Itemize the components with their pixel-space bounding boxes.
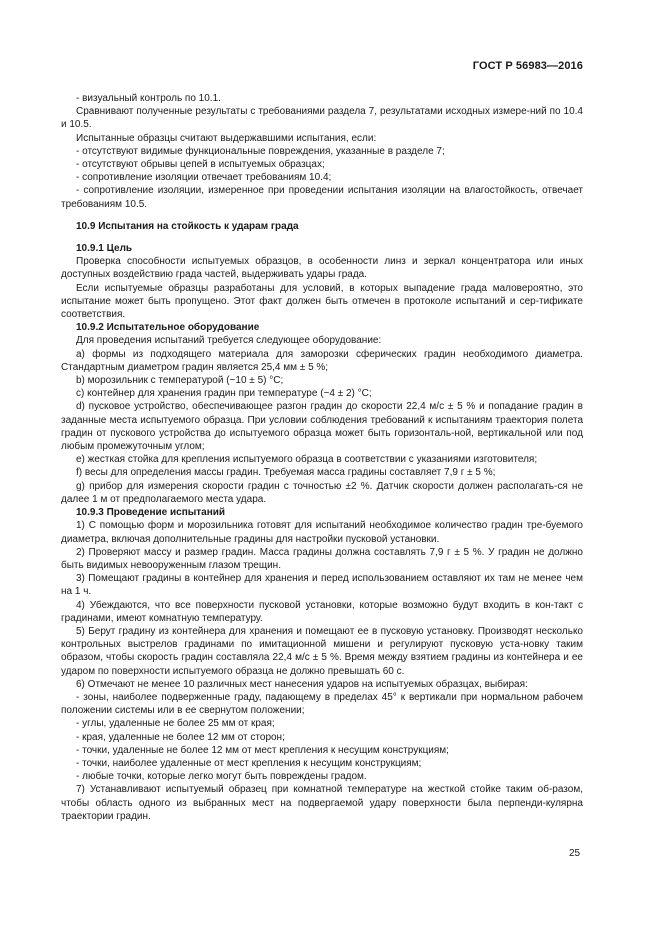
body-paragraph: 4) Убеждаются, что все поверхности пусковой установки, которые возможно будут входить в кон-такт с градинами, имеют комнатную температуру. xyxy=(61,599,583,624)
body-paragraph: 5) Берут градину из контейнера для хранения и помещают ее в пусковую установку. Производят несколько контрольных выстрелов градинами по имитационной мишени и регулируют пусковую уста-новку таким образом, чтобы скорость градин составляла 22,4 м/с ± 5 %. Время между взятием градины из контейнера и ее ударом по поверхности испытуемого образца не должно превышать 60 с. xyxy=(61,625,583,677)
list-item: - визуальный контроль по 10.1. xyxy=(76,93,221,104)
section-title: 10.9 Испытания на стойкость к ударам града xyxy=(76,220,299,232)
body-paragraph: Если испытуемые образцы разработаны для условий, в которых выпадение града маловероятно, это испытание может быть пропущено. Этот факт должен быть отмечен в протоколе испытаний и сер-тификате соответствия. xyxy=(61,282,583,321)
list-item: - углы, удаленные не более 25 мм от края; xyxy=(76,718,275,730)
list-item: - зоны, наиболее подверженные граду, падающему в пределах 45° к вертикали при нормальном рабочем положении системы или в ее свернутом положении; xyxy=(61,691,583,717)
list-item: e) жесткая стойка для крепления испытуемого образца в соответствии с указаниями изготовителя; xyxy=(76,454,538,466)
list-item: а) формы из подходящего материала для заморозки сферических градин необходимого диаметра. Стандартным диаметром градин является 25,4 мм ± 5 %; xyxy=(61,348,583,373)
list-item: f) весы для определения массы градин. Требуемая масса градины составляет 7,9 г ± 5 %; xyxy=(76,467,496,479)
subsection-title: 10.9.1 Цель xyxy=(76,243,133,255)
list-item: b) морозильник с температурой (−10 ± 5) °С; xyxy=(76,375,284,387)
body-paragraph: 3) Помещают градины в контейнер для хранения и перед использованием оставляют их там не менее чем на 1 ч. xyxy=(61,573,583,598)
subsection-title: 10.9.2 Испытательное оборудование xyxy=(76,322,260,334)
standard-header: ГОСТ Р 56983—2016 xyxy=(472,60,583,72)
subsection-title: 10.9.3 Проведение испытаний xyxy=(76,507,226,519)
list-item: g) прибор для измерения скорости градин с точностью ±2 %. Датчик скорости должен располагать-ся не далее 1 м от предполагаемого места удара. xyxy=(61,480,583,505)
spacer xyxy=(61,211,583,220)
list-item: - любые точки, которые легко могут быть повреждены градом. xyxy=(76,771,367,783)
body-paragraph: 1) С помощью форм и морозильника готовят для испытаний необходимое количество градин тре-буемого диаметра, включая дополнительные градины для настройки пусковой установки. xyxy=(61,520,583,545)
list-item: - края, удаленные не более 12 мм от сторон; xyxy=(76,731,285,743)
list-item: d) пусковое устройство, обеспечивающее разгон градин до скорости 22,4 м/с ± 5 % и попадание градин в заданные места испытуемого образца. При условии соблюдения требований к испытаниям траектория полета градин от пускового устройства до испытуемого образца может быть горизонталь-ной, вертикальной или под любым промежуточным углом; xyxy=(61,401,583,453)
page-number: 25 xyxy=(569,848,581,859)
body-paragraph: Испытанные образцы считают выдержавшими испытания, если: xyxy=(76,132,377,144)
list-item: - точки, наиболее удаленные от мест крепления к несущим конструкциям; xyxy=(76,757,422,769)
list-item: - точки, удаленные не более 12 мм от мест крепления к несущим конструкциям; xyxy=(76,744,449,756)
body-paragraph: 7) Устанавливают испытуемый образец при комнатной температуре на жесткой стойке таким об-разом, чтобы область одного из выбранных мест на подвергаемой удару поверхности была перпенди-кулярна траектории градин. xyxy=(61,784,583,822)
list-item: - отсутствуют обрывы цепей в испытуемых образцах; xyxy=(76,159,325,171)
body-paragraph: Для проведения испытаний требуется следующее оборудование: xyxy=(76,335,382,347)
body-paragraph: Сравнивают полученные результаты с требованиями раздела 7, результатами исходных измере-ний по 10.4 и 10.5. xyxy=(61,106,583,131)
body-paragraph: 6) Отмечают не менее 10 различных мест нанесения ударов на испытуемых образцах, выбирая: xyxy=(76,678,528,690)
list-item: - отсутствуют видимые функциональные повреждения, указанные в разделе 7; xyxy=(76,145,445,157)
spacer xyxy=(61,233,583,242)
list-item: - сопротивление изоляции, измеренное при проведении испытания изоляции на влагостойкость, отвечает требованиям 10.5. xyxy=(61,185,583,210)
body-paragraph: Проверка способности испытуемых образцов, в особенности линз и зеркал концентратора или иных доступных воздействию града частей, выдерживать удары града. xyxy=(61,256,583,281)
list-item: - сопротивление изоляции отвечает требованиям 10.4; xyxy=(76,172,332,184)
body-paragraph: 2) Проверяют массу и размер градин. Масса градины должна составлять 7,9 г ± 5 %. У градин не должно быть видимых невооруженным глазом трещин. xyxy=(61,546,583,571)
list-item: c) контейнер для хранения градин при температуре (−4 ± 2) °С; xyxy=(76,388,372,400)
page-body xyxy=(61,92,583,823)
